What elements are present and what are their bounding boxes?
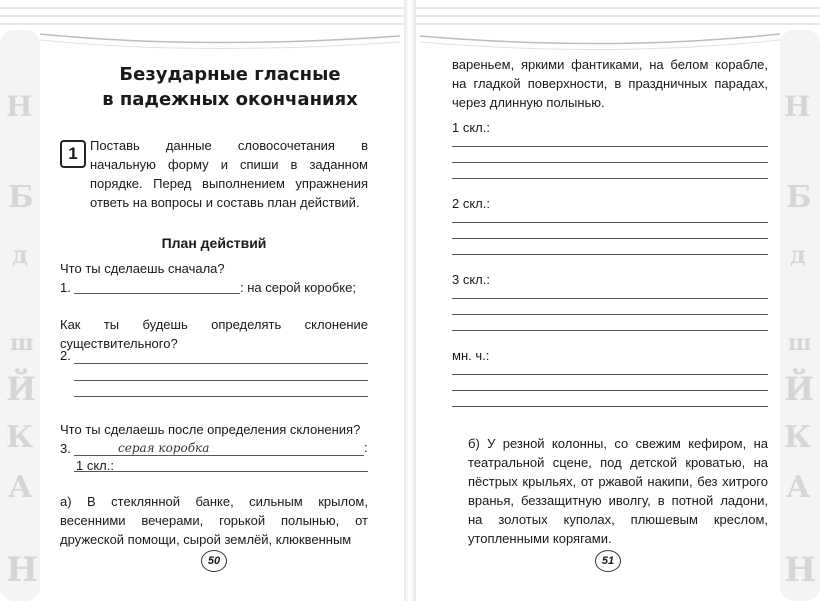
- step-2-answer-line[interactable]: [74, 380, 368, 381]
- decor-letter: Н: [784, 550, 817, 590]
- exercise-number: 1: [60, 140, 86, 168]
- part-a-text: а) В стеклянной банке, сильным крылом, весенними вечерами, горькой полынью, от дружеской помощи, сырой землёй, клюквенным: [60, 494, 368, 547]
- answer-line[interactable]: [452, 390, 768, 391]
- decor-letter: Н: [6, 550, 39, 590]
- step-2-answer-line[interactable]: [74, 396, 368, 397]
- part-b-text: б) У резной колонны, со свежим кефиром, на театральной сцене, под детской кроватью, на пёстрых крыльях, от ржавой накипи, без хитрого вранья, беззащитную иволгу, в потной ладони, на золотых куполах, плюшевым креслом, утопленными корягами.: [468, 436, 768, 546]
- decor-letter: д: [12, 240, 28, 269]
- book-gutter: [404, 0, 416, 601]
- decor-letter: д: [790, 240, 806, 269]
- answer-line[interactable]: [452, 162, 768, 163]
- step-3-handwritten: серая коробка: [118, 441, 210, 455]
- decor-letter: ш: [788, 330, 812, 356]
- answer-line[interactable]: [452, 238, 768, 239]
- step-1-answer-line[interactable]: [74, 293, 240, 294]
- question-2: Как ты будешь определять склонение существительного?: [60, 317, 368, 351]
- decor-letter: Й: [784, 370, 815, 408]
- left-decor-strip: [0, 30, 40, 601]
- step-1-label: : на серой коробке;: [240, 280, 356, 295]
- decor-letter: Н: [784, 90, 811, 123]
- page-number-left: 50: [201, 550, 227, 572]
- step-1-number: 1.: [60, 280, 71, 295]
- decor-letter: А: [786, 470, 811, 505]
- decor-letter: К: [6, 420, 34, 455]
- answer-line[interactable]: [452, 298, 768, 299]
- step-3-colon: :: [364, 440, 368, 455]
- right-decor-strip: [780, 30, 820, 601]
- step-2-number: 2.: [60, 348, 71, 363]
- right-page: [410, 0, 820, 601]
- step-3-answer-line[interactable]: [74, 455, 364, 456]
- decor-letter: Й: [6, 370, 37, 408]
- decor-letter: Н: [6, 90, 33, 123]
- answer-line[interactable]: [452, 314, 768, 315]
- question-1: Что ты сделаешь сначала?: [60, 261, 225, 276]
- exercise-instruction: Поставь данные словосочетания в начальную форму и спиши в заданном порядке. Перед выполнением упражнения ответь на вопросы и составь план действий.: [90, 138, 368, 210]
- step-2-answer-line[interactable]: [74, 363, 368, 364]
- label-1-skl: 1 скл.:: [452, 120, 490, 135]
- left-top-lines: [0, 0, 410, 52]
- answer-line[interactable]: [452, 178, 768, 179]
- label-3-skl: 3 скл.:: [452, 272, 490, 287]
- title-line-1: Безударные гласные: [119, 64, 341, 85]
- page-number-right: 51: [595, 550, 621, 572]
- decor-letter: А: [8, 470, 33, 505]
- step-3-number: 3.: [60, 441, 71, 456]
- right-top-lines: [410, 0, 820, 52]
- decor-letter: ш: [10, 330, 34, 356]
- title-line-2: в падежных окончаниях: [102, 89, 358, 110]
- step-3-sublabel: 1 скл.:: [76, 458, 114, 473]
- answer-line[interactable]: [452, 406, 768, 407]
- page-title: [85, 62, 375, 112]
- decor-letter: Б: [8, 180, 34, 215]
- step-1-text: [240, 278, 356, 297]
- label-2-skl: 2 скл.:: [452, 196, 490, 211]
- continuation-text: вареньем, яркими фантиками, на белом корабле, на гладкой поверхности, в праздничных парадах, через длинную полынью.: [452, 57, 768, 110]
- label-plural: мн. ч.:: [452, 348, 490, 363]
- answer-line[interactable]: [452, 330, 768, 331]
- answer-line[interactable]: [452, 222, 768, 223]
- step-3-sub-line[interactable]: [74, 471, 368, 472]
- decor-letter: Б: [786, 180, 812, 215]
- answer-line[interactable]: [452, 254, 768, 255]
- answer-line[interactable]: [452, 146, 768, 147]
- decor-letter: К: [784, 420, 812, 455]
- question-3: Что ты сделаешь после определения склонения?: [60, 422, 361, 437]
- plan-heading: План действий: [161, 235, 267, 251]
- answer-line[interactable]: [452, 374, 768, 375]
